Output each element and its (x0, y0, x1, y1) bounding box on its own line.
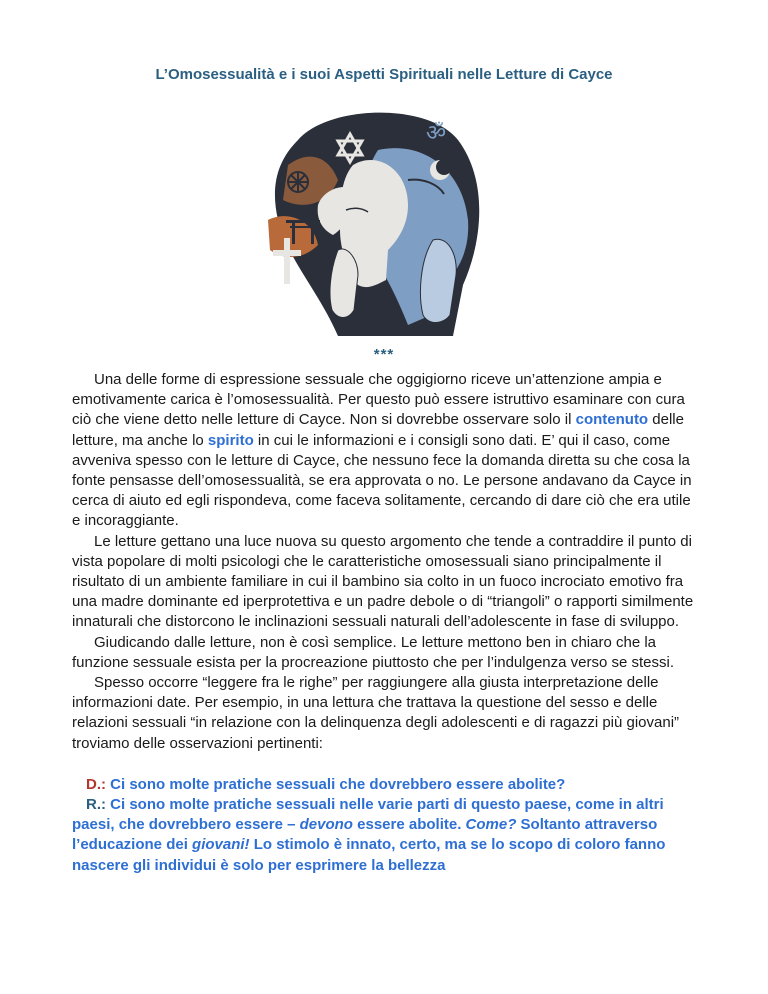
answer-label: R.: (86, 796, 106, 814)
answer-line: R.: Ci sono molte pratiche sessuali nelle varie parti di questo paese, come in altri paesi, che dovrebbero essere – devono essere abolite. Come? Soltanto attraverso l’educazione dei giovani! Lo stimolo è innato, certo, ma se lo scopo di coloro fanno nascere gli individui è solo per esprimere la bellezza (72, 796, 666, 874)
question-line: D.: Ci sono molte pratiche sessuali che dovrebbero essere abolite? (86, 775, 566, 793)
document-body (72, 370, 702, 876)
paragraph-4: Spesso occorre “leggere fra le righe” per raggiungere alla giusta interpretazione delle informazioni date. Per esempio, in una lettura che trattava la questione del sesso e delle relazioni sessuali “in relazione con la delinquenza degli adolescenti e di ragazzi più giovani” troviamo delle osservazioni pertinenti: (72, 674, 680, 752)
section-separator: *** (373, 346, 395, 363)
question-answer-block (72, 775, 702, 876)
document-title: L’Omosessualità e i suoi Aspetti Spirituali nelle Letture di Cayce (155, 66, 613, 83)
om-symbol-icon: ॐ (426, 121, 447, 146)
paragraph-3: Giudicando dalle letture, non è così semplice. Le letture mettono ben in chiaro che la funzione sessuale esista per la procreazione piuttosto che per l’indulgenza verso se stessi. (72, 633, 675, 671)
faces-illustration (258, 110, 498, 336)
question-label: D.: (86, 775, 106, 793)
highlight-contenuto: contenuto (575, 411, 649, 429)
highlight-spirito: spirito (207, 431, 254, 449)
paragraph-2: Le letture gettano una luce nuova su questo argomento che tende a contraddire il punto di vista popolare di molti psicologi che le caratteristiche omosessuali siano principalmente il risultato di un ambiente familiare in cui il bambino sia colto in un fuoco incrociato emotivo fra una madre dominante ed iperprotettiva e un padre debole o di “triangoli” o rapporti similmente innaturali che distorcono le inclinazioni sessuali naturali dell’adolescente in fase di sviluppo. (72, 532, 694, 631)
dharma-wheel-icon (288, 172, 308, 192)
paragraph-1: Una delle forme di espressione sessuale che oggigiorno riceve un’attenzione ampia e emotivamente carica è l’omosessualità. Per questo può essere istruttivo esaminare con cura ciò che viene detto nelle letture di Cayce. Non si dovrebbe osservare solo il contenuto delle letture, ma anche lo spirito in cui le informazioni e i consigli sono dati. E’ qui il caso, come avveniva spesso con le letture di Cayce, che nessuno fece la domanda diretta su che cosa la fonte pensasse dell’omosessualità, se era approvata o no. Le persone andavano da Cayce in cerca di aiuto ed egli rispondeva, come faceva solitamente, cercando di dare ciò che era utile e incoraggiante. (72, 371, 692, 530)
